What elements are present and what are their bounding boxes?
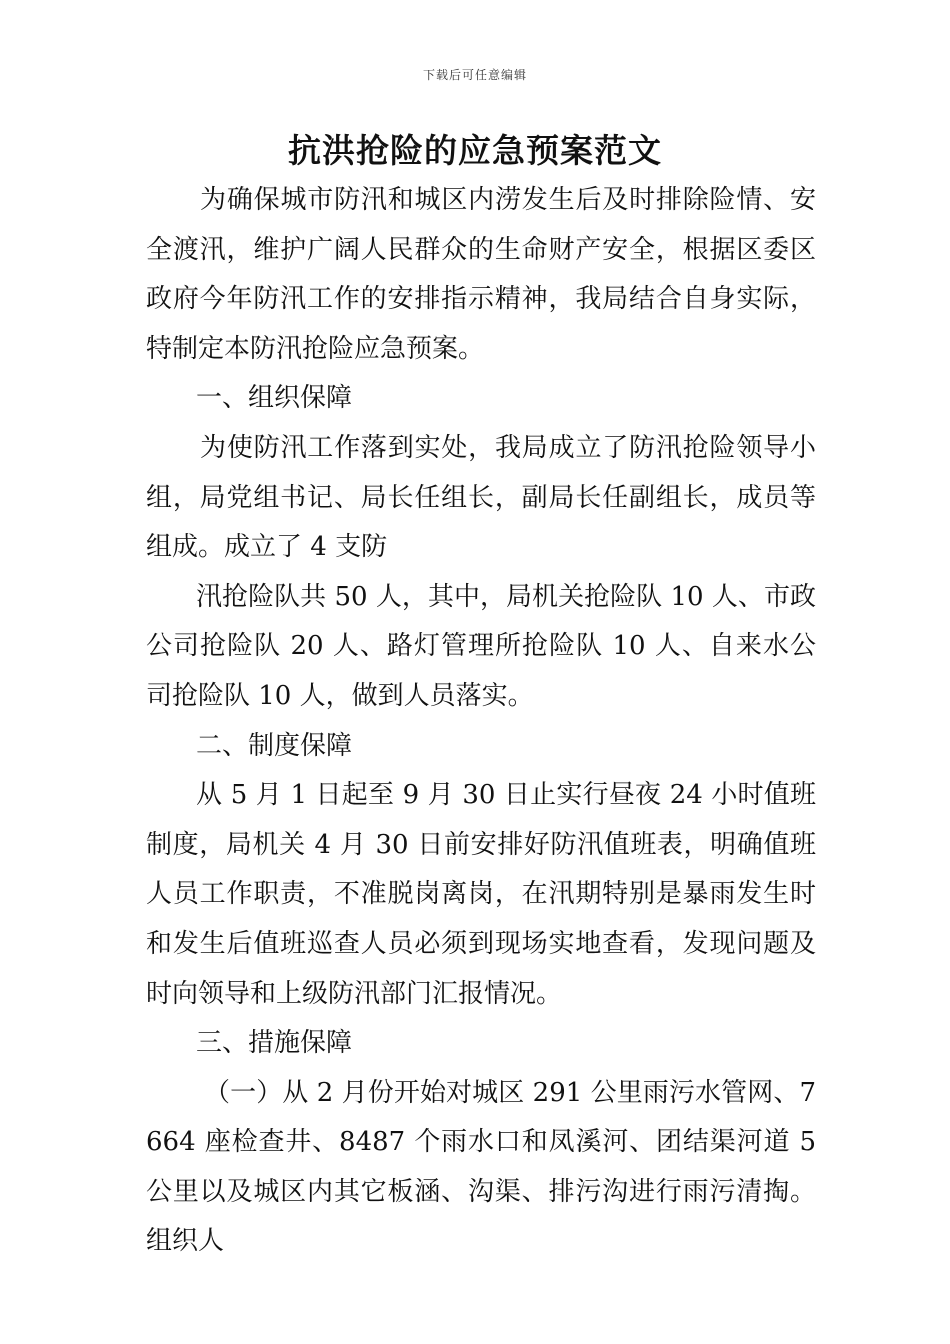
section-heading-organization: 一、组织保障: [196, 383, 353, 414]
document-title: 抗洪抢险的应急预案范文: [288, 131, 662, 170]
section-heading-measures: 三、措施保障: [196, 1028, 353, 1059]
paragraph-measures-1: （一）从 2 月份开始对城区 291 公里雨污水管网、7664 座检查井、8487 个雨水口和凤溪河、团结渠河道 5 公里以及城区内其它板涵、沟渠、排污沟进行雨污清掏。组织人: [146, 1077, 816, 1257]
paragraph-teams: 汛抢险队共 50 人，其中，局机关抢险队 10 人、市政公司抢险队 20 人、路灯管理所抢险队 10 人、自来水公司抢险队 10 人，做到人员落实。: [146, 581, 816, 711]
paragraph-duty-system: 从 5 月 1 日起至 9 月 30 日止实行昼夜 24 小时值班制度，局机关 4 月 30 日前安排好防汛值班表，明确值班人员工作职责，不准脱岗离岗，在汛期特别是暴雨发生时和发生后值班巡查人员必须到现场实地查看，发现问题及时向领导和上级防汛部门汇报情况。: [146, 780, 816, 1009]
document-body: [146, 176, 816, 1267]
section-heading-system: 二、制度保障: [196, 730, 353, 761]
header-note: 下载后可任意编辑: [422, 68, 527, 82]
paragraph-intro: 为确保城市防汛和城区内涝发生后及时排除险情、安全渡汛，维护广阔人民群众的生命财产安全，根据区委区政府今年防汛工作的安排指示精神，我局结合自身实际，特制定本防汛抢险应急预案。: [146, 185, 816, 364]
paragraph-organization: 为使防汛工作落到实处，我局成立了防汛抢险领导小组，局党组书记、局长任组长，副局长任副组长，成员等组成。成立了 4 支防: [146, 432, 816, 563]
